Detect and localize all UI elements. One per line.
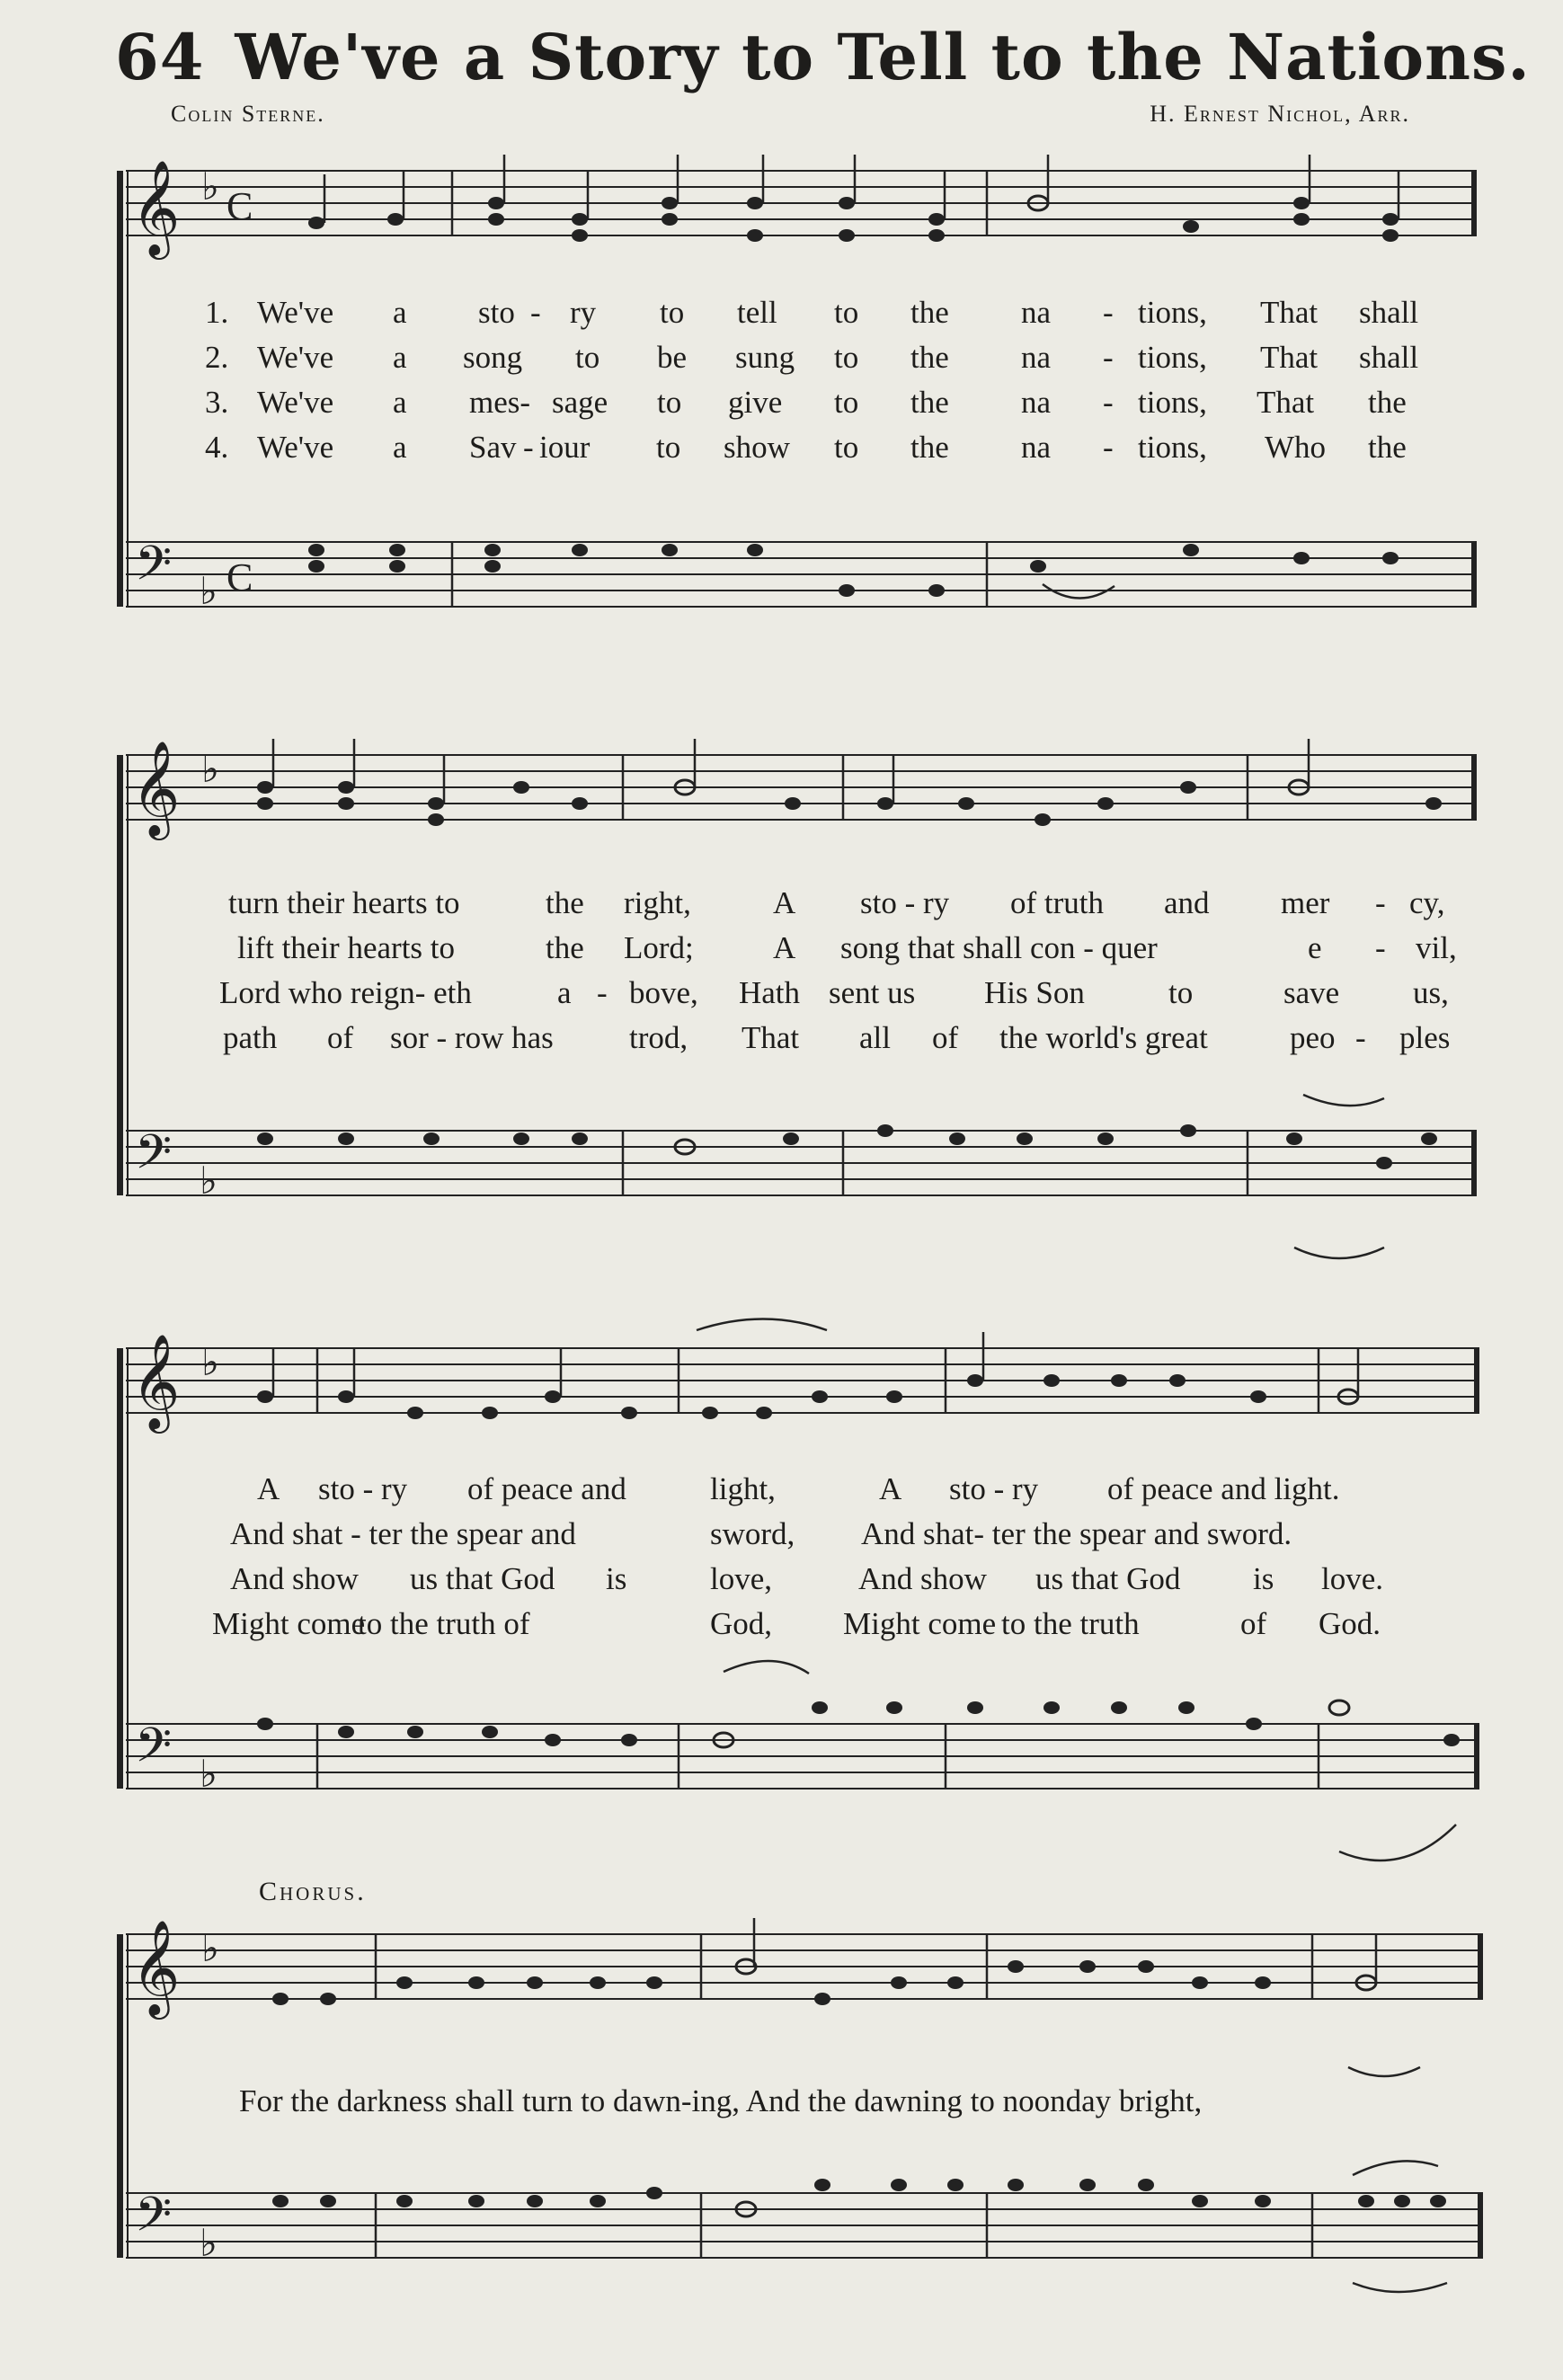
svg-text:♭: ♭ — [201, 1926, 219, 1970]
system-2-bass-staff — [126, 1131, 1477, 1195]
treble-clef-icon: 𝄞 — [131, 159, 181, 255]
svg-text:C: C — [226, 184, 253, 228]
system-3-bass-staff — [126, 1724, 1479, 1789]
bass-clef-icon: 𝄢 — [135, 537, 173, 603]
bass-clef-icon: 𝄢 — [135, 2188, 173, 2254]
hymn-number: 64 — [115, 20, 205, 94]
verses-system-2: turn their hearts to the right, A sto - ry of truth and mer - cy, lift their hearts to the Lord; A song that shall con - quer e - vil, Lord who reign- eth a - bove, Hath sent us His Son to save us, path of sor - row has trod, That all of the world's great peo - ples — [219, 885, 1457, 1055]
svg-text:♭: ♭ — [200, 569, 218, 613]
svg-text:♭: ♭ — [200, 1752, 218, 1796]
svg-text:♭: ♭ — [201, 747, 219, 791]
system-3-treble-staff — [126, 1348, 1479, 1413]
hymn-title: We've a Story to Tell to the Nations. — [235, 20, 1531, 94]
system-4-treble-staff — [126, 1934, 1483, 1999]
system-1-treble-staff — [126, 171, 1477, 235]
svg-text:♭: ♭ — [200, 2221, 218, 2265]
svg-text:C: C — [226, 555, 253, 599]
treble-clef-icon: 𝄞 — [131, 1919, 181, 2015]
arranger-credit: H. Ernest Nichol, Arr. — [1150, 101, 1410, 127]
chorus-lyric-line: For the darkness shall turn to dawn-ing, And the dawning to noonday bright, — [239, 2083, 1203, 2118]
system-2-treble-staff — [126, 755, 1477, 820]
svg-text:♭: ♭ — [200, 1159, 218, 1203]
system-1-bass-staff — [126, 542, 1477, 607]
svg-text:♭: ♭ — [201, 164, 219, 209]
chorus-label: Chorus. — [259, 1877, 367, 1906]
treble-clef-icon: 𝄞 — [131, 740, 181, 836]
svg-text:♭: ♭ — [201, 1340, 219, 1384]
bass-clef-icon: 𝄢 — [135, 1718, 173, 1785]
bass-clef-icon: 𝄢 — [135, 1125, 173, 1192]
verses-system-3: A sto - ry of peace and light, A sto - ry of peace and light. And shat - ter the spear and sword, And shat- ter the spear and sword. And show us that God is love, And show us that God is love. Might come to the truth of God, Might come to the truth of God. — [212, 1471, 1384, 1641]
verses-system-1: 1. We've a sto - ry to tell to the na - tions, That shall 2. We've a song to be sung to the na - tions, That shall 3. We've a mes- sage to give to the na - tions, That the 4. We've a Sav - iour to show to the na - tions, Who the — [205, 295, 1419, 465]
lyricist-credit: Colin Sterne. — [171, 101, 325, 127]
treble-clef-icon: 𝄞 — [131, 1333, 181, 1429]
